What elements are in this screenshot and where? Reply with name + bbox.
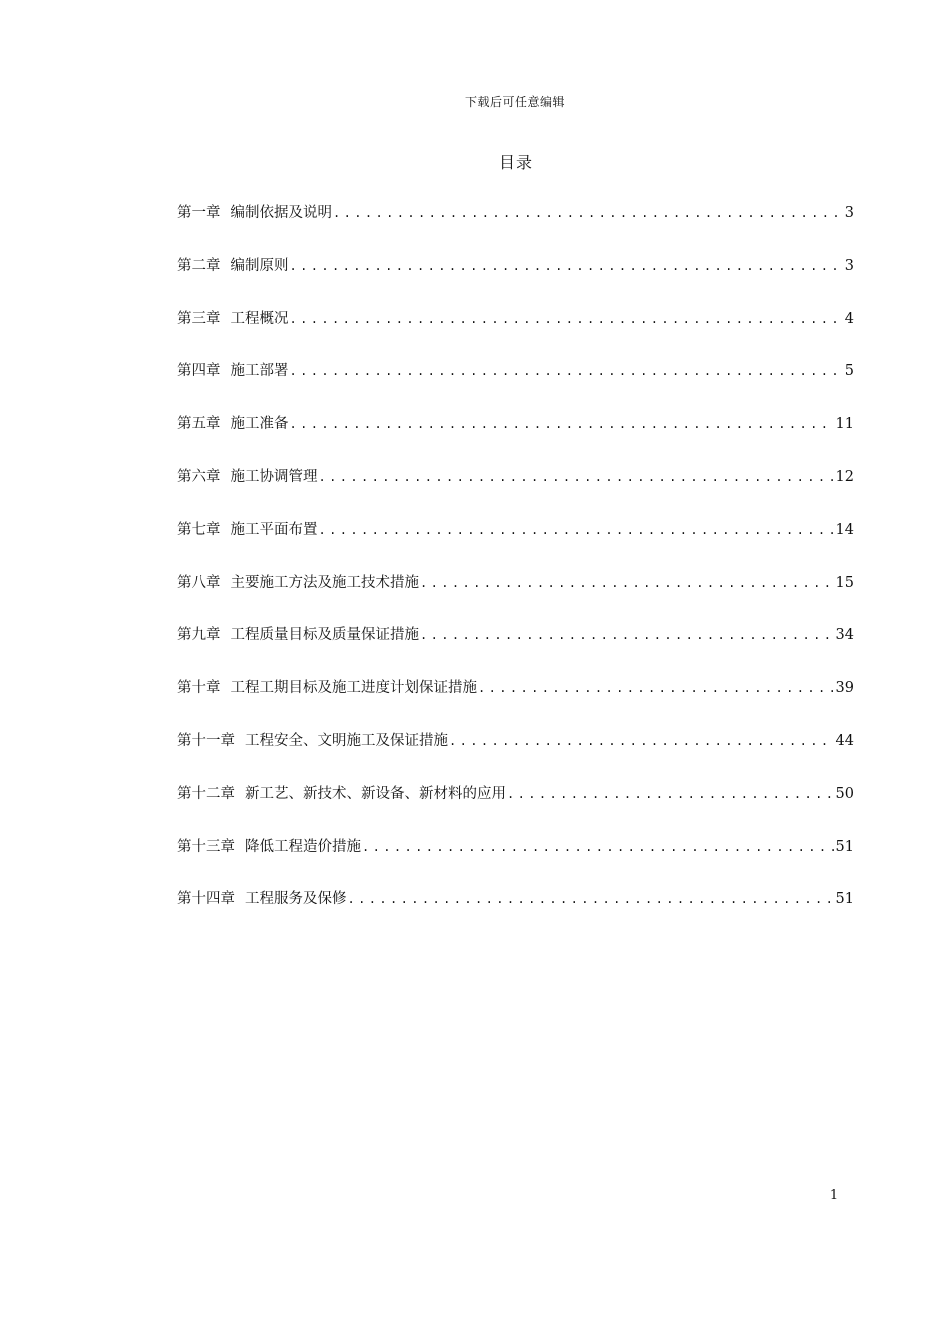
toc-entry[interactable]	[177, 570, 854, 623]
toc-entry[interactable]	[177, 306, 854, 359]
toc-page-number: 3	[844, 257, 854, 274]
toc-dot-leader	[420, 622, 834, 648]
toc-entry[interactable]	[177, 200, 854, 253]
toc-dot-leader	[290, 358, 843, 384]
page-header: 下载后可任意编辑	[464, 95, 565, 109]
toc-chapter-label: 第八章	[177, 574, 221, 591]
toc-page-number: 39	[835, 680, 854, 697]
toc-heading: 新工艺、新技术、新设备、新材料的应用	[245, 785, 506, 802]
toc-heading: 施工部署	[230, 363, 289, 380]
toc-dot-leader	[319, 464, 834, 490]
toc-entry[interactable]	[177, 464, 854, 517]
toc-dot-leader	[507, 781, 834, 807]
toc-list	[177, 200, 854, 939]
toc-chapter-label: 第五章	[177, 416, 221, 433]
toc-entry[interactable]	[177, 253, 854, 306]
toc-entry[interactable]	[177, 886, 854, 939]
toc-entry[interactable]	[177, 781, 854, 834]
toc-page-number: 4	[844, 310, 854, 327]
toc-heading: 施工平面布置	[230, 521, 318, 538]
toc-dot-leader	[290, 253, 843, 279]
toc-dot-leader	[333, 200, 843, 226]
toc-heading: 编制原则	[230, 257, 289, 274]
toc-page-number: 15	[835, 574, 854, 591]
toc-page-number: 34	[835, 627, 854, 644]
toc-dot-leader	[420, 570, 834, 596]
page-number: 1	[829, 1188, 839, 1203]
toc-chapter-label: 第四章	[177, 363, 221, 380]
toc-page-number: 50	[835, 785, 854, 802]
toc-heading: 工程工期目标及施工进度计划保证措施	[230, 680, 477, 697]
toc-chapter-label: 第一章	[177, 205, 221, 221]
toc-chapter-label: 第十四章	[177, 891, 235, 908]
toc-dot-leader	[319, 517, 834, 543]
toc-entry[interactable]	[177, 517, 854, 570]
toc-heading: 编制依据及说明	[230, 205, 332, 221]
toc-chapter-label: 第七章	[177, 521, 221, 538]
toc-dot-leader	[290, 411, 834, 437]
toc-heading: 工程服务及保修	[245, 891, 347, 908]
toc-dot-leader	[348, 886, 834, 912]
toc-entry[interactable]	[177, 411, 854, 464]
toc-chapter-label: 第六章	[177, 468, 221, 485]
toc-chapter-label: 第九章	[177, 627, 221, 644]
toc-chapter-label: 第十三章	[177, 838, 235, 855]
toc-page-number: 14	[835, 521, 854, 538]
toc-chapter-label: 第三章	[177, 310, 221, 327]
toc-entry[interactable]	[177, 675, 854, 728]
toc-heading: 施工协调管理	[230, 468, 318, 485]
toc-chapter-label: 第十一章	[177, 732, 235, 749]
toc-dot-leader	[449, 728, 834, 754]
toc-heading: 工程安全、文明施工及保证措施	[245, 732, 448, 749]
toc-chapter-label: 第十章	[177, 680, 221, 697]
toc-chapter-label: 第二章	[177, 257, 221, 274]
toc-chapter-label: 第十二章	[177, 785, 235, 802]
toc-page-number: 51	[835, 891, 854, 908]
toc-page-number: 44	[835, 732, 854, 749]
toc-entry[interactable]	[177, 358, 854, 411]
toc-heading: 主要施工方法及施工技术措施	[230, 574, 419, 591]
toc-entry[interactable]	[177, 622, 854, 675]
toc-entry[interactable]	[177, 728, 854, 781]
toc-heading: 降低工程造价措施	[245, 838, 361, 855]
toc-page-number: 3	[844, 205, 854, 221]
toc-dot-leader	[290, 306, 843, 332]
toc-heading: 施工准备	[230, 416, 289, 433]
toc-heading: 工程概况	[230, 310, 289, 327]
toc-heading: 工程质量目标及质量保证措施	[230, 627, 419, 644]
toc-page-number: 51	[835, 838, 854, 855]
toc-dot-leader	[362, 834, 834, 860]
toc-dot-leader	[478, 675, 834, 701]
toc-page-number: 12	[835, 468, 854, 485]
toc-page-number: 5	[844, 363, 854, 380]
toc-page-number: 11	[835, 416, 854, 433]
toc-title: 目录	[498, 153, 533, 172]
toc-entry[interactable]	[177, 834, 854, 887]
